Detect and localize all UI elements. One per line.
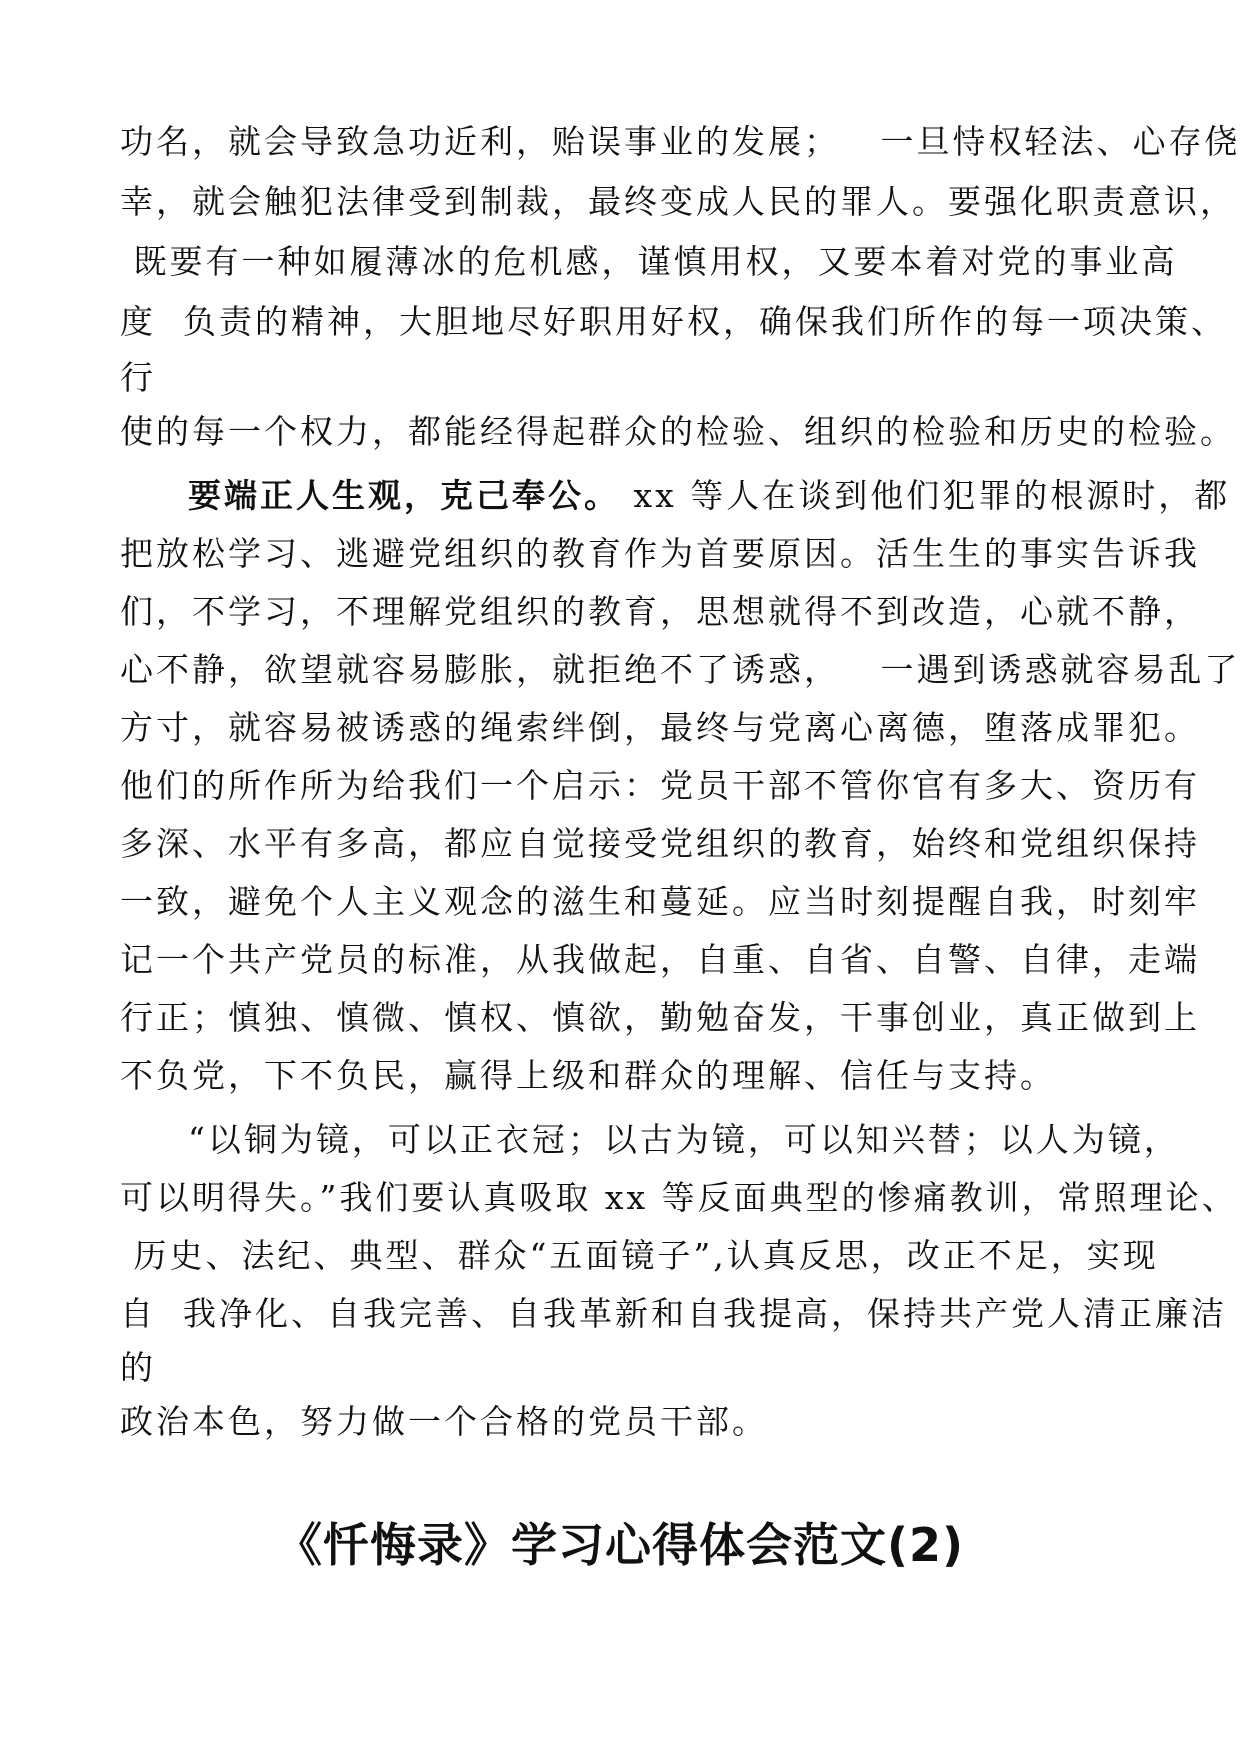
paragraph-2-line-1-rest: xx 等人在谈到他们犯罪的根源时，都 — [620, 476, 1231, 515]
paragraph-2-line-11: 不负党，下不负民，赢得上级和群众的理解、信任与支持。 — [120, 1056, 1056, 1095]
paragraph-2-line-9: 记一个共产党员的标准，从我做起，自重、自省、自警、自律，走端 — [120, 940, 1200, 979]
paragraph-3-line-4: 自 我净化、自我完善、自我革新和自我提高，保持共产党人清正廉洁 — [120, 1294, 1227, 1333]
paragraph-3-line-3: 历史、法纪、典型、群众“五面镜子”,认真反思，改正不足，实现 — [120, 1236, 1159, 1275]
paragraph-2-line-7: 多深、水平有多高，都应自觉接受党组织的教育，始终和党组织保持 — [120, 824, 1200, 863]
paragraph-2-line-3: 们，不学习，不理解党组织的教育，思想就得不到改造，心就不静， — [120, 592, 1200, 631]
paragraph-2-line-2: 把放松学习、逃避党组织的教育作为首要原因。活生生的事实告诉我 — [120, 534, 1200, 573]
paragraph-2-line-6: 他们的所作所为给我们一个启示：党员干部不管你官有多大、资历有 — [120, 766, 1200, 805]
paragraph-1-line-1: 功名，就会导致急功近利，贻误事业的发展； 一旦恃权轻法、心存侥 — [120, 122, 1240, 161]
paragraph-3-line-5: 的 — [120, 1348, 156, 1387]
paragraph-2-line-8: 一致，避免个人主义观念的滋生和蔓延。应当时刻提醒自我，时刻牢 — [120, 882, 1200, 921]
paragraph-1-line-4: 度 负责的精神，大胆地尽好职用好权，确保我们所作的每一项决策、 — [120, 302, 1227, 341]
paragraph-2-line-1 — [188, 476, 1230, 516]
paragraph-1-line-3: 既要有一种如履薄冰的危机感，谨慎用权，又要本着对党的事业高 — [120, 242, 1178, 281]
paragraph-1-line-6: 使的每一个权力，都能经得起群众的检验、组织的检验和历史的检验。 — [120, 412, 1236, 451]
paragraph-3-line-2: 可以明得失。”我们要认真吸取 xx 等反面典型的惨痛教训，常照理论、 — [120, 1178, 1238, 1217]
paragraph-2-line-5: 方寸，就容易被诱惑的绳索绊倒，最终与党离心离德，堕落成罪犯。 — [120, 708, 1200, 747]
paragraph-2-line-10: 行正；慎独、慎微、慎权、慎欲，勤勉奋发，干事创业，真正做到上 — [120, 998, 1200, 1037]
paragraph-2-lead: 要端正人生观，克己奉公。 — [188, 476, 620, 515]
section-heading: 《忏悔录》学习心得体会范文(2) — [275, 1518, 965, 1572]
paragraph-3-line-6: 政治本色，努力做一个合格的党员干部。 — [120, 1402, 768, 1441]
paragraph-2-line-4: 心不静，欲望就容易膨胀，就拒绝不了诱惑， 一遇到诱惑就容易乱了 — [120, 650, 1240, 689]
paragraph-1-line-2: 幸，就会触犯法律受到制裁，最终变成人民的罪人。要强化职责意识， — [120, 182, 1236, 221]
paragraph-1-line-5: 行 — [120, 358, 156, 397]
paragraph-3-line-1: “以铜为镜，可以正衣冠；以古为镜，可以知兴替；以人为镜， — [188, 1120, 1180, 1159]
